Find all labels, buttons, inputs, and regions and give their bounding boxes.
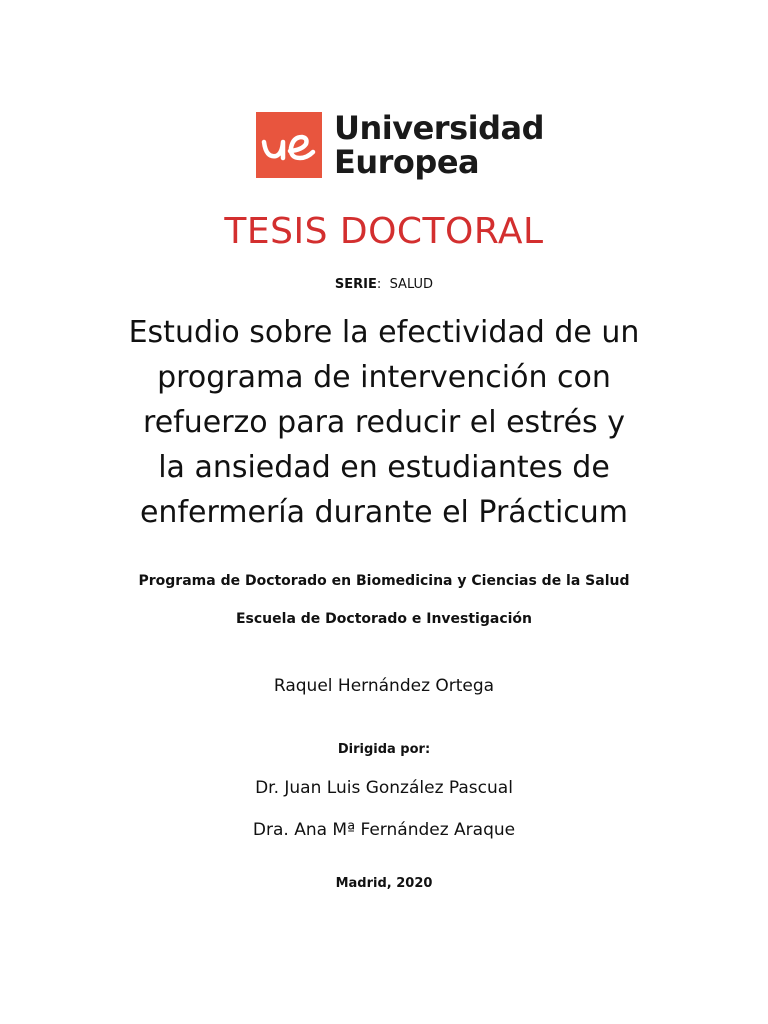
author-name: Raquel Hernández Ortega (273, 676, 495, 696)
serie-line (0, 276, 768, 294)
serie-value: SALUD (389, 277, 434, 292)
thesis-title-line: enfermería durante el Prácticum (139, 495, 629, 530)
directed-by-label: Dirigida por: (337, 742, 431, 757)
thesis-title-line: Estudio sobre la efectividad de un (128, 315, 640, 350)
doctoral-program: Programa de Doctorado en Biomedicina y Ciencias de la Salud (138, 573, 630, 589)
ue-logo-icon (256, 112, 322, 178)
thesis-title-line: refuerzo para reducir el estrés y (143, 405, 625, 440)
thesis-title (0, 310, 768, 535)
serie-label: SERIE (334, 277, 377, 292)
document-type-heading: TESIS DOCTORAL (224, 211, 544, 252)
director-name: Dr. Juan Luis González Pascual (255, 778, 513, 798)
university-logo (256, 109, 544, 181)
co-director-name: Dra. Ana Mª Fernández Araque (252, 820, 516, 840)
university-name-line1: Universidad (334, 109, 544, 147)
university-name-line2: Europea (334, 143, 480, 181)
serie-separator: : (376, 277, 382, 292)
thesis-title-line: la ansiedad en estudiantes de (158, 450, 610, 485)
university-name (334, 111, 544, 179)
place-date: Madrid, 2020 (335, 876, 433, 891)
thesis-title-line: programa de intervención con (157, 360, 611, 395)
doctoral-school: Escuela de Doctorado e Investigación (235, 611, 533, 627)
